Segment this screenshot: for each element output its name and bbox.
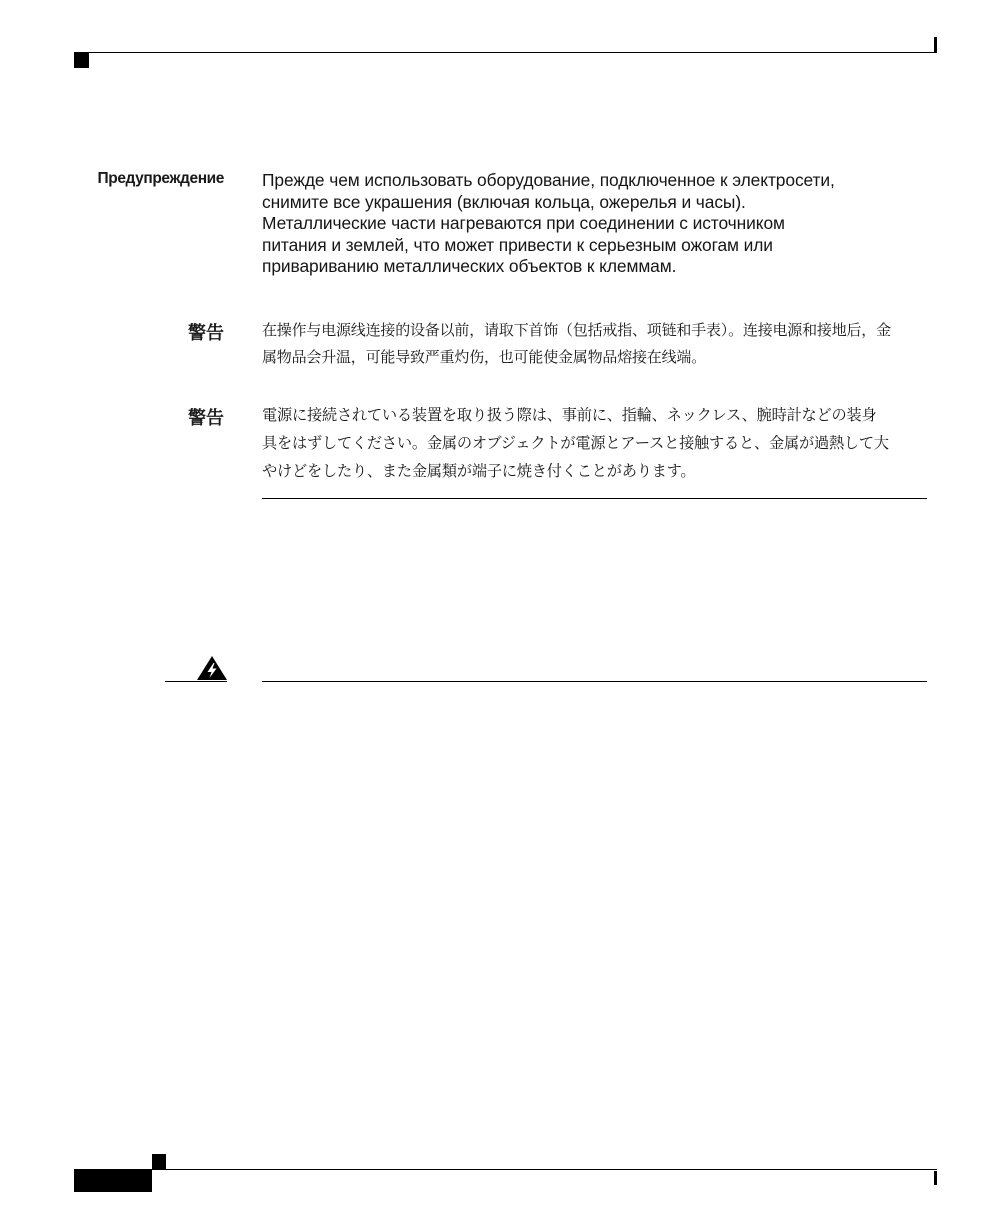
electrical-warning-icon [196,655,228,681]
footer-tick [934,1171,937,1185]
warning-label-chinese: 警告 [188,323,224,344]
warning-text-line: 電源に接続されている装置を取り扱う際は、事前に、指輪、ネックレス、腕時計などの装身 [262,406,877,424]
warning-text-line: Металлические части нагреваются при соединении с источником [262,213,785,233]
warning-rule [262,681,927,682]
warning-text-chinese [262,317,928,371]
warning-label-japanese: 警告 [188,408,224,429]
section-end-rule [262,498,927,499]
header-tick [934,37,937,52]
warning-text-japanese [262,401,928,485]
header-rule [74,52,937,53]
warning-label-russian: Предупреждение [97,170,224,187]
warning-text-line: 具をはずしてください。金属のオブジェクトが電源とアースと接触すると、金属が過熱して大 [262,434,889,452]
warning-text-line: питания и землей, что может привести к серьезным ожогам или [262,234,773,255]
footer-rule [74,1169,937,1170]
header-marker [74,53,89,68]
warning-text-line: 属物品会升温，可能导致严重灼伤，也可能使金属物品熔接在线端。 [262,348,707,366]
warning-text-russian [262,170,928,278]
warning-text-line: снимите все украшения (включая кольца, ожерелья и часы). [262,191,746,212]
warning-text-line: привариванию металлических объектов к клеммам. [262,256,677,276]
warning-text-line: Прежде чем использовать оборудование, подключенное к электросети, [262,170,835,190]
footer-page-block [74,1170,152,1192]
warning-text-line: 在操作与电源线连接的设备以前，请取下首饰（包括戒指、项链和手表）。连接电源和接地后，金 [262,321,891,339]
warning-text-line: やけどをしたり、また金属類が端子に焼き付くことがあります。 [262,462,696,480]
footer-marker [152,1154,166,1169]
warning-icon-rule [165,681,227,682]
